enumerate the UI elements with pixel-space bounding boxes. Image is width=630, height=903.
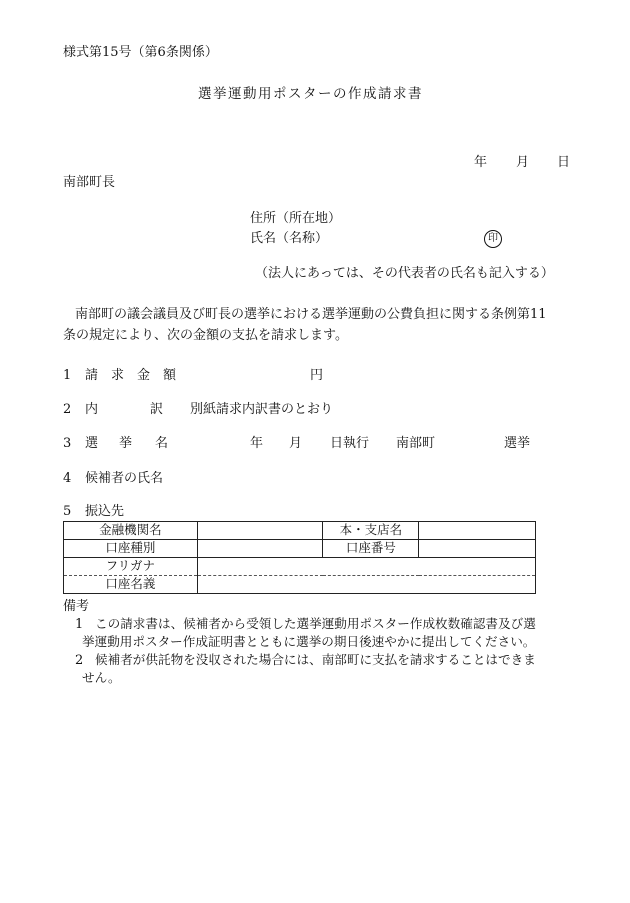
body-line-1: 南部町の議会議員及び町長の選挙における選挙運動の公費負担に関する条例第11 [75,307,547,322]
account-number-field[interactable] [419,540,536,558]
item-5-number: 5 [63,504,72,519]
item-3-label-a: 選 [85,436,99,451]
item-3-suffix: 選挙 [504,436,531,451]
item-2-number: 2 [63,402,72,417]
item-3-number: 3 [63,436,72,451]
item-3-label-b: 挙 [119,436,133,451]
item-1-number: 1 [63,368,72,383]
bank-transfer-table [63,521,536,594]
item-4-number: 4 [63,471,72,486]
branch-label: 本・支店名 [323,522,419,540]
account-holder-field[interactable] [197,576,535,594]
document-title: 選挙運動用ポスターの作成請求書 [198,86,423,102]
date-month: 月 [516,155,530,170]
item-3-label-c: 名 [155,436,169,451]
table-row [64,558,536,576]
item-5-label: 振込先 [85,504,125,519]
seal-mark: 印 [484,230,502,248]
item-2-label-b: 訳 [150,402,164,417]
item-3-town: 南部町 [396,436,436,451]
bank-name-label: 金融機関名 [64,522,198,540]
date-year: 年 [474,155,488,170]
item-3-month: 月 [289,436,303,451]
applicant-note: （法人にあっては、その代表者の氏名も記入する） [255,266,554,281]
item-2-label-a: 内 [85,402,99,417]
table-row [64,540,536,558]
item-1-label: 請 求 金 額 [85,368,177,383]
remark-2-line-1: 候補者が供託物を没収された場合には、南部町に支払を請求することはできま [95,652,536,667]
table-row [64,576,536,594]
item-1-unit: 円 [310,368,324,383]
account-type-label: 口座種別 [64,540,198,558]
remarks-heading: 備考 [63,599,90,614]
branch-field[interactable] [419,522,536,540]
furigana-field[interactable] [197,558,535,576]
address-label: 住所（所在地） [250,211,342,226]
account-number-label: 口座番号 [323,540,419,558]
item-3-day: 日執行 [330,436,370,451]
table-row [64,522,536,540]
account-holder-label: 口座名義 [64,576,198,594]
remark-1-line-1: この請求書は、候補者から受領した選挙運動用ポスター作成枚数確認書及び選 [95,616,536,631]
bank-name-field[interactable] [197,522,323,540]
remark-2-line-2: せん。 [82,670,121,685]
item-2-value: 別紙請求内訳書のとおり [190,402,334,417]
date-day: 日 [557,155,571,170]
body-line-2: 条の規定により、次の金額の支払を請求します。 [63,328,348,343]
name-label: 氏名（名称） [250,231,329,246]
remark-1-number: 1 [75,617,84,632]
remark-2-number: 2 [75,653,84,668]
item-3-year: 年 [250,436,264,451]
item-4-label: 候補者の氏名 [85,471,164,486]
form-number: 様式第15号（第6条関係） [63,45,218,60]
addressee: 南部町長 [63,175,116,190]
account-type-field[interactable] [197,540,323,558]
remark-1-line-2: 挙運動用ポスター作成証明書とともに選挙の期日後速やかに提出してください。 [82,634,536,649]
furigana-label: フリガナ [64,558,198,576]
